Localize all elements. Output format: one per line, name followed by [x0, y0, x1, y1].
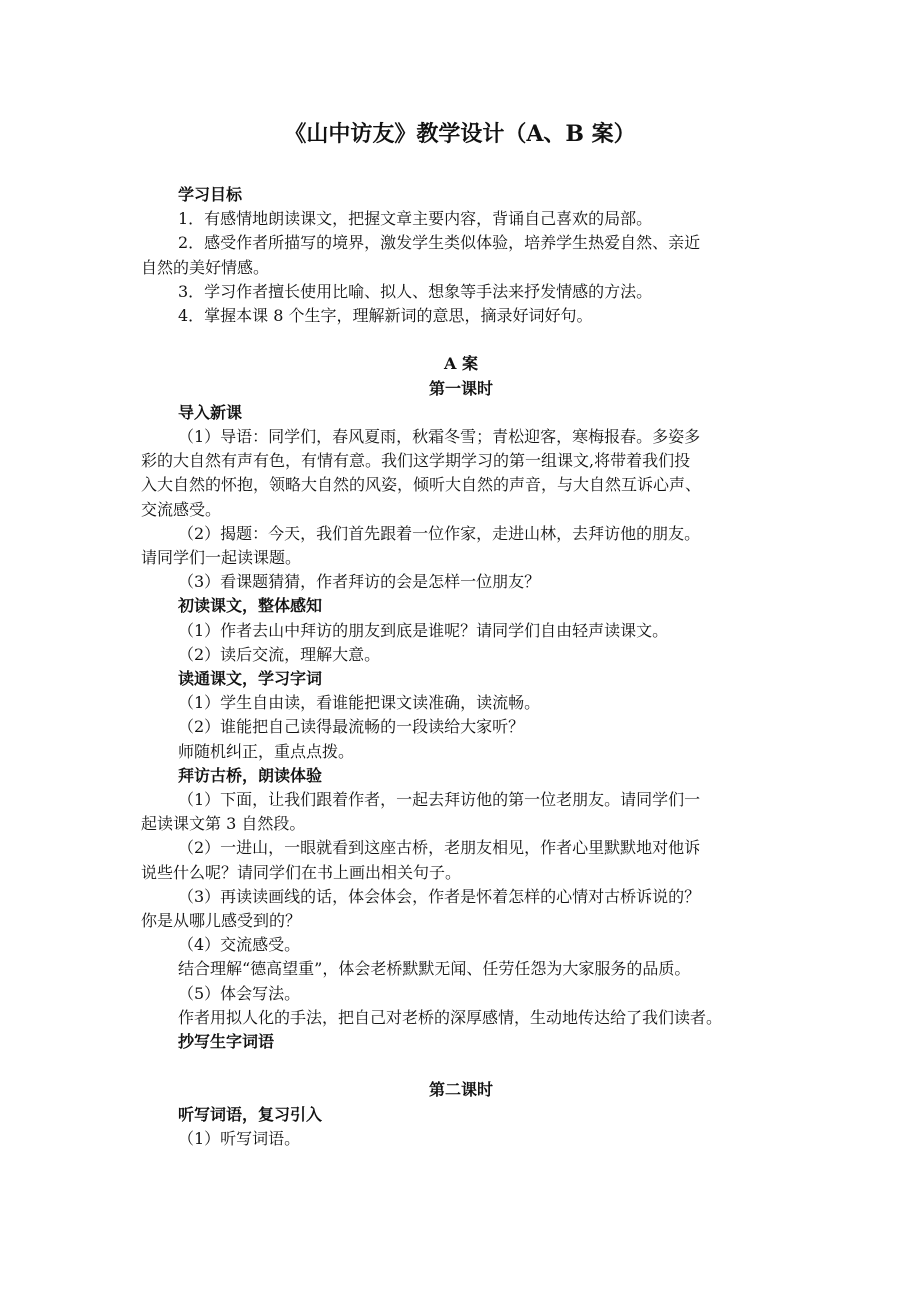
intro-paragraph-1-line-2: 彩的大自然有声有色，有情有意。我们这学期学习的第一组课文,将带着我们投 — [141, 451, 691, 471]
objective-item-1: 1．有感情地朗读课文，把握文章主要内容，背诵自己喜欢的局部。 — [178, 209, 653, 229]
vocabulary-paragraph-3: 师随机纠正，重点点拨。 — [178, 741, 355, 761]
intro-paragraph-3: （3）看课题猜猜，作者拜访的会是怎样一位朋友？ — [178, 572, 541, 592]
bridge-paragraph-1-line-2: 起读课文第 3 自然段。 — [141, 814, 306, 834]
document-title: 《山中访友》教学设计（A、B 案） — [284, 121, 636, 147]
bridge-paragraph-6: （5）体会写法。 — [178, 983, 301, 1003]
objective-item-2-line-1: 2．感受作者所描写的境界，激发学生类似体验，培养学生热爱自然、亲近 — [178, 233, 701, 253]
section-dictation-heading: 听写词语，复习引入 — [178, 1104, 323, 1124]
lesson-1-heading: 第一课时 — [428, 378, 493, 398]
dictation-paragraph-1: （1）听写词语。 — [178, 1128, 301, 1148]
objectives-heading: 学习目标 — [178, 185, 243, 204]
spacer — [141, 1054, 781, 1078]
section-first-reading-heading: 初读课文，整体感知 — [178, 596, 323, 616]
plan-a-label: A 案 — [444, 354, 478, 374]
bridge-paragraph-3-line-2: 你是从哪儿感受到的？ — [141, 911, 302, 931]
objective-item-4: 4．掌握本课 8 个生字，理解新词的意思，摘录好词好句。 — [178, 306, 593, 326]
first-reading-paragraph-1: （1）作者去山中拜访的朋友到底是谁呢？请同学们自由轻声读课文。 — [178, 620, 669, 640]
bridge-paragraph-2-line-2: 说些什么呢？请同学们在书上画出相关句子。 — [141, 862, 462, 882]
bridge-paragraph-4: （4）交流感受。 — [178, 935, 301, 955]
lesson-2-heading: 第二课时 — [428, 1080, 493, 1100]
section-vocabulary-heading: 读通课文，学习字词 — [178, 669, 323, 689]
section-old-bridge-heading: 拜访古桥，朗读体验 — [178, 765, 323, 785]
vocabulary-paragraph-1: （1）学生自由读，看谁能把课文读准确，读流畅。 — [178, 693, 541, 713]
intro-paragraph-2-line-2: 请同学们一起读课题。 — [141, 548, 302, 568]
objective-item-2-line-2: 自然的美好情感。 — [141, 257, 270, 277]
intro-paragraph-1-line-3: 入大自然的怀抱，领略大自然的风姿，倾听大自然的声音，与大自然互诉心声、 — [141, 475, 702, 495]
bridge-paragraph-2-line-1: （2）一进山，一眼就看到这座古桥，老朋友相见，作者心里默默地对他诉 — [178, 838, 701, 858]
objective-item-3: 3．学习作者擅长使用比喻、拟人、想象等手法来抒发情感的方法。 — [178, 281, 653, 301]
bridge-paragraph-3-line-1: （3）再读读画线的话，体会体会，作者是怀着怎样的心情对古桥诉说的？ — [178, 886, 701, 906]
bridge-paragraph-1-line-1: （1）下面，让我们跟着作者，一起去拜访他的第一位老朋友。请同学们一 — [178, 790, 701, 810]
intro-paragraph-2-line-1: （2）揭题：今天，我们首先跟着一位作家，走进山林，去拜访他的朋友。 — [178, 523, 701, 543]
spacer — [141, 328, 781, 352]
section-intro-heading: 导入新课 — [178, 402, 243, 422]
vocabulary-paragraph-2: （2）谁能把自己读得最流畅的一段读给大家听？ — [178, 717, 525, 737]
section-copy-words-heading: 抄写生字词语 — [178, 1032, 275, 1052]
bridge-paragraph-5: 结合理解“德高望重”，体会老桥默默无闻、任劳任怨为大家服务的品质。 — [178, 959, 691, 979]
intro-paragraph-1-line-1: （1）导语：同学们，春风夏雨，秋霜冬雪；青松迎客，寒梅报春。多姿多 — [178, 427, 701, 447]
bridge-paragraph-7: 作者用拟人化的手法，把自己对老桥的深厚感情，生动地传达给了我们读者。 — [178, 1007, 723, 1027]
document-body — [141, 183, 781, 1151]
intro-paragraph-1-line-4: 交流感受。 — [141, 499, 222, 519]
first-reading-paragraph-2: （2）读后交流，理解大意。 — [178, 644, 381, 664]
